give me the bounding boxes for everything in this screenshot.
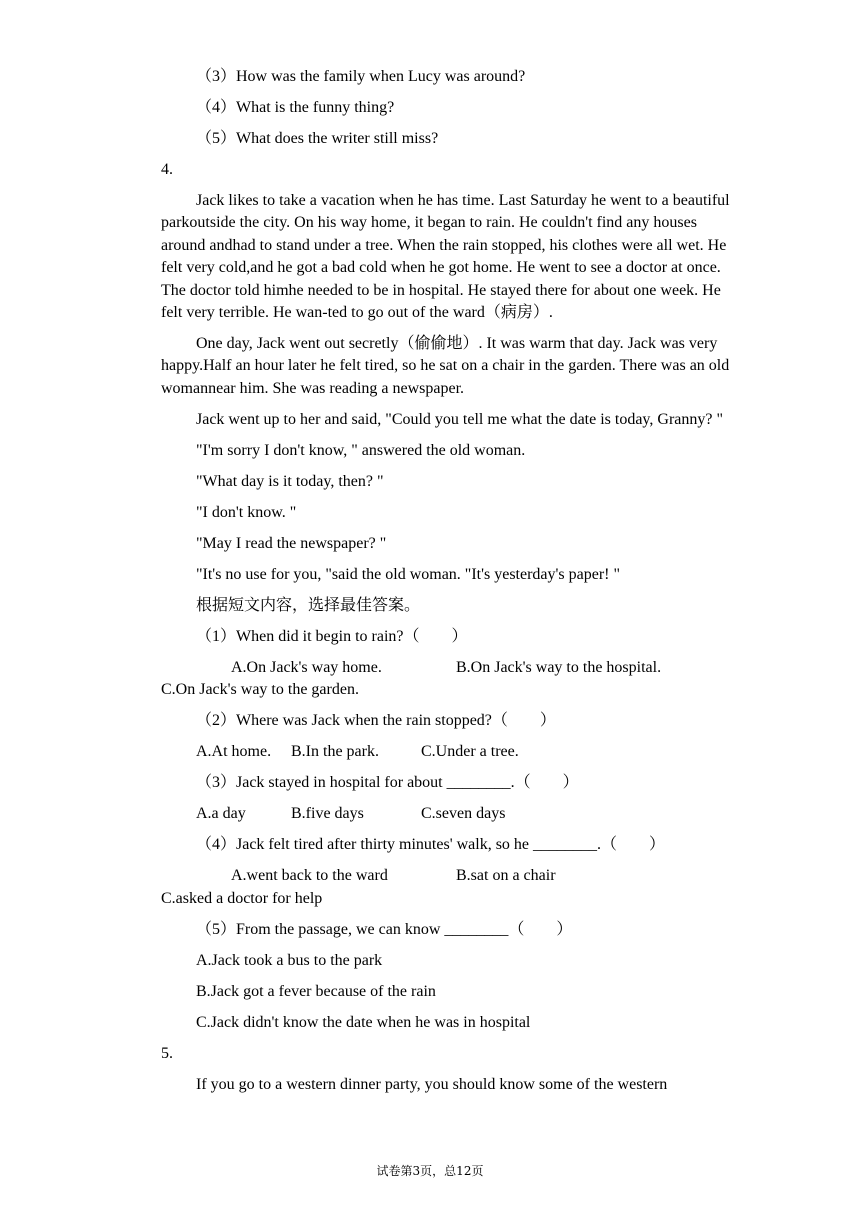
question-line: （3）How was the family when Lucy was around? xyxy=(196,68,526,85)
option-b: B.In the park. xyxy=(291,743,379,761)
dialogue-line: "What day is it today, then? " xyxy=(196,472,384,490)
page-footer: 试卷第3页，总12页 xyxy=(376,1164,484,1178)
dialogue-line: "I'm sorry I don't know, " answered the old woman. xyxy=(196,441,526,459)
option-c: C.Under a tree. xyxy=(421,743,519,761)
section-number: 4. xyxy=(161,161,173,178)
section-number: 5. xyxy=(161,1044,173,1062)
dialogue-line: "May I read the newspaper? " xyxy=(196,534,387,552)
option-b: B.five days xyxy=(291,805,364,823)
option-group xyxy=(161,865,741,910)
question-line: （5）What does the writer still miss? xyxy=(196,130,439,147)
question-line: （4）What is the funny thing? xyxy=(196,99,395,116)
option-a: A.Jack took a bus to the park xyxy=(196,951,383,969)
option-a: A.On Jack's way home. xyxy=(231,658,382,676)
option-group xyxy=(161,803,741,825)
passage-paragraph: Jack went up to her and said, "Could you tell me what the date is today, Granny? " xyxy=(196,410,724,428)
option-c: C.Jack didn't know the date when he was in hospital xyxy=(196,1013,531,1031)
option-b: B.On Jack's way to the hospital. xyxy=(456,658,662,676)
passage-first-line: If you go to a western dinner party, you should know some of the western xyxy=(196,1075,668,1093)
option-group xyxy=(161,741,741,763)
dialogue-line: "It's no use for you, "said the old woman. "It's yesterday's paper! " xyxy=(196,565,621,583)
option-b: B.sat on a chair xyxy=(456,867,556,885)
question-stem: （3）Jack stayed in hospital for about ________.（ ） xyxy=(196,774,579,792)
option-c: C.asked a doctor for help xyxy=(161,889,323,907)
option-a: A.went back to the ward xyxy=(231,867,388,885)
question-stem: （5）From the passage, we can know ________（ ） xyxy=(196,920,573,938)
option-a: A.a day xyxy=(196,805,246,823)
option-b: B.Jack got a fever because of the rain xyxy=(196,982,436,1000)
option-c: C.On Jack's way to the garden. xyxy=(161,681,359,699)
passage-paragraph: Jack likes to take a vacation when he has time. Last Saturday he went to a beautiful parkoutside the city. On his way home, it began to rain. He couldn't find any houses around andhad to stand under a tree. When the rain stopped, his clothes were all wet. He felt very cold,and he got a bad cold when he got home. He went to see a doctor at once. The doctor told himhe needed to be in hospital. He stayed there for about one week. He felt very terrible. He wan-ted to go out of the ward（病房）. xyxy=(161,192,730,322)
instruction: 根据短文内容，选择最佳答案。 xyxy=(196,596,421,614)
page-content xyxy=(161,66,741,1105)
option-a: A.At home. xyxy=(196,743,272,761)
option-c: C.seven days xyxy=(421,805,506,823)
dialogue-line: "I don't know. " xyxy=(196,503,297,521)
passage-paragraph: One day, Jack went out secretly（偷偷地）. It was warm that day. Jack was very happy.Half an hour later he felt tired, so he sat on a chair in the garden. There was an old womannear him. She was reading a newspaper. xyxy=(161,335,730,397)
question-stem: （2）Where was Jack when the rain stopped?（ ） xyxy=(196,712,556,730)
question-stem: （4）Jack felt tired after thirty minutes' walk, so he ________.（ ） xyxy=(196,836,666,854)
option-group xyxy=(161,657,741,702)
question-stem: （1）When did it begin to rain?（ ） xyxy=(196,627,468,645)
